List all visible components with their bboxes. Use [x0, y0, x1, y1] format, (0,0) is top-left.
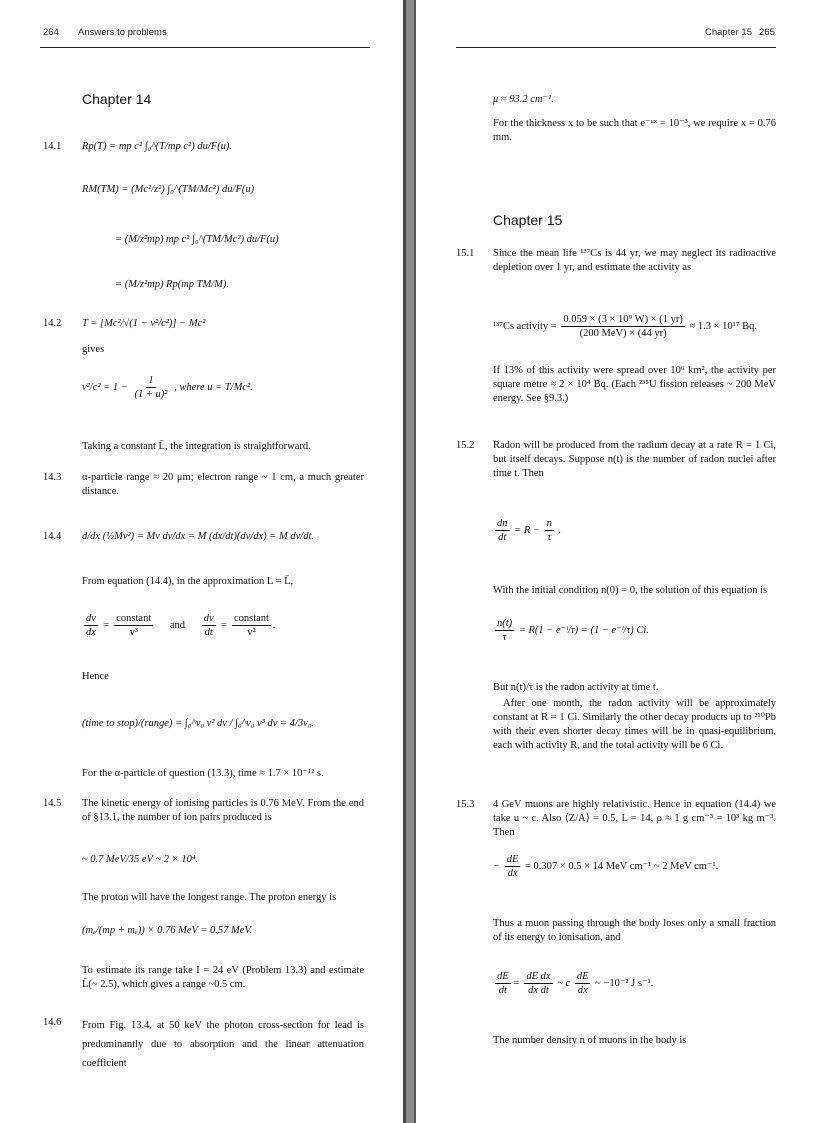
nt-over-tau-result: = R(1 − e⁻ᵗ/τ) = (1 − e⁻ᵗ/τ) Ci. [518, 624, 649, 636]
constant-over-v2-fraction [232, 612, 271, 639]
de-dx-dx-dt-denominator: dx dt [528, 985, 549, 996]
dv-dt-numerator: dv [203, 613, 214, 624]
problem-14-5-eq2: (mₑ/(mp + mₑ)) × 0.76 MeV = 0.57 MeV. [82, 925, 253, 936]
problem-15-3-text1: 4 GeV muons are highly relativistic. Hence in equation (14.4) we take u ~ c. Also ⟨Z/A⟩ = 0.5, L = 14, ρ ≈ 1 g cm⁻³ = 10³ kg m⁻³. Then [493, 799, 776, 838]
problem-14-1-eq1: Rp(T) = mp c² ∫₀^(T/mp c²) du/F(u). [82, 141, 233, 152]
dv-dx-numerator: dv [86, 613, 96, 624]
problem-14-5-text1: The kinetic energy of ionising particles is 0.76 MeV. From the end of §13.1, the number of ion pairs produced is [82, 798, 364, 823]
problem-15-1-text1: Since the mean life ¹³⁷Cs is 44 yr, we may neglect its radioactive depletion over 1 yr, and estimate the activity as [493, 248, 776, 273]
dv-dx-fraction [84, 612, 98, 639]
constant-over-v3-numerator: constant [116, 613, 152, 624]
problem-15-2-text1: Radon will be produced from the radium decay at a rate R = 1 Ci, but itself decays. Suppose n(t) is the number of radon nuclei after time t. Then [493, 440, 776, 479]
de-dt-numerator: dE [497, 971, 509, 982]
de-dx-denominator: dx [507, 868, 518, 879]
problem-15-1-number: 15.1 [456, 248, 475, 259]
problem-14-2-eq2-rhs: , where u = T/Mc². [174, 381, 253, 393]
n-over-tau-denominator: τ [547, 532, 552, 543]
right-page [414, 0, 816, 1123]
chapter-14-title: Chapter 14 [82, 91, 152, 107]
problem-15-2-eq2 [493, 617, 649, 644]
dv-dx-denominator: dx [86, 627, 96, 638]
de-dx-second-fraction [575, 970, 591, 997]
cs137-activity-denominator: (200 MeV) × (44 yr) [579, 328, 667, 339]
problem-15-3-number: 15.3 [456, 799, 475, 810]
right-page-number: 265 [759, 27, 775, 38]
problem-15-1-eq [493, 313, 757, 340]
problem-14-2-text: Taking a constant L̄, the integration is straightforward. [82, 441, 311, 452]
constant-over-v2-denominator: v² [247, 627, 256, 638]
dv-dx-equals: = [102, 619, 110, 631]
problem-14-1-eq3: = (M/z²mp) mp c² ∫₀^(TM/Mc²) du/F(u) [115, 234, 279, 245]
problem-14-6-number: 14.6 [43, 1017, 62, 1028]
n-over-tau-numerator: n [546, 518, 552, 529]
problem-15-2-text4: After one month, the radon activity will be approximately constant at R = 1 Ci. Similarly the other decay products up to ²¹⁰Pb with their even shorter decay times will be in quasi-equilibrium, each with activity R, and the total activity will be 6 Ci. [493, 698, 776, 751]
cs137-activity-result: ≈ 1.3 × 10¹⁷ Bq. [689, 320, 757, 332]
problem-15-3-eq2: $\frac{dE}{dt}$ = $\frac{\text{dE dx}}{\text{dx dt}}$ ~ c $\frac{dE}{dx}$ ~ −10⁻² J s⁻¹. [497, 971, 654, 996]
de-dx-second-denominator: dx [577, 985, 588, 996]
problem-14-3-number: 14.3 [43, 472, 62, 483]
de-dx-minus: − [493, 860, 501, 872]
de-dt-fraction [495, 970, 511, 997]
problem-14-4-number: 14.4 [43, 531, 62, 542]
continued-eq1: μ ≈ 93.2 cm⁻¹. [493, 94, 554, 105]
nt-over-tau-fraction [495, 617, 514, 644]
constant-over-v2-numerator: constant [233, 613, 269, 624]
problem-14-5-text2: The proton will have the longest range. The proton energy is [82, 892, 337, 903]
problem-14-2-eq2-lhs: v²/c² = 1 − [82, 381, 128, 393]
dn-dt-middle: = R − [514, 524, 540, 536]
de-dx-dx-dt-numerator: dE dx [526, 971, 551, 982]
left-running-title: Answers to problems [78, 27, 167, 38]
left-header-rule [40, 47, 370, 48]
problem-14-2-eq2-denominator: (1 + u)² [134, 389, 168, 400]
dn-dt-end: . [558, 524, 562, 536]
left-page-number: 264 [43, 27, 59, 38]
problem-15-3-text3: The number density n of muons in the body is [493, 1035, 687, 1046]
dn-dt-denominator: dt [498, 532, 507, 543]
problem-14-4-text1: From equation (14.4), in the approximation L = L̄, [82, 576, 294, 587]
constant-over-v3-fraction [114, 612, 153, 639]
problem-14-4-text2: For the α-particle of question (13.3), time ≈ 1.7 × 10⁻¹² s. [82, 768, 324, 779]
de-dt-denominator: dt [498, 985, 507, 996]
problem-14-5-eq1: ~ 0.7 MeV/35 eV ~ 2 × 10⁴. [82, 854, 199, 865]
problem-14-1-number: 14.1 [43, 141, 62, 152]
dv-dt-fraction [202, 612, 216, 639]
and-word: and [169, 619, 186, 631]
dn-dt-fraction [495, 517, 510, 544]
dn-dt-numerator: dn [497, 518, 508, 529]
right-running-title: Chapter 15 [705, 27, 753, 38]
problem-14-4-hence: Hence [82, 671, 109, 682]
problem-14-4-eq3: (time to stop)/(range) = ∫₀^v₀ v² dv / ∫₀^v₀ v³ dv = 4/3v₀. [82, 718, 315, 729]
problem-14-5-number: 14.5 [43, 798, 62, 809]
problem-14-1-eq4: = (M/z²mp) Rp(mp TM/M). [115, 279, 230, 290]
approx-c: ~ c [557, 977, 571, 989]
right-header-rule [456, 47, 776, 48]
de-dx-numerator: dE [506, 854, 519, 865]
dv-dt-denominator: dt [204, 627, 213, 638]
problem-14-2-eq2 [82, 374, 253, 401]
problem-15-2-number: 15.2 [456, 440, 475, 451]
problem-15-3-text2: Thus a muon passing through the body loses only a small fraction of its energy to ionisation, and [493, 918, 776, 943]
problem-15-3-eq1 [493, 853, 718, 880]
problem-15-2-text2: With the initial condition n(0) = 0, the solution of this equation is [493, 585, 768, 596]
nt-over-tau-numerator: n(t) [497, 618, 513, 629]
problem-15-1-text2: If 13% of this activity were spread over 10⁶ km², the activity per square metre ≈ 2 × 10⁴ Bq. (Each ²³⁵U fission releases ~ 200 MeV energy. See §9.3.) [493, 365, 776, 404]
problem-14-4-eq2: $\frac{dv}{dx}$ = $\frac{\text{constant}}{\text{v³}}$ and $\frac{dv}{dt}$ = $\frac{\text{constant}}{\text{v²}}$ . [86, 613, 276, 638]
constant-over-v3-denominator: v³ [129, 627, 138, 638]
problem-14-2-gives: gives [82, 344, 105, 355]
problem-14-1-eq2: RM(TM) = (Mc²/z²) ∫₀^(TM/Mc²) du/F(u) [82, 184, 255, 195]
problem-14-3-text: α-particle range ≈ 20 μm; electron range ~ 1 cm, a much greater distance. [82, 472, 364, 497]
cs137-activity-label: ¹³⁷Cs activity = [493, 320, 557, 332]
problem-14-2-eq2-fraction [132, 374, 169, 401]
problem-14-2-eq1: T = [Mc²/√(1 − v²/c²)] − Mc² [82, 318, 206, 329]
problem-14-5-text3: To estimate its range take I = 24 eV (Problem 13.3) and estimate L̄(~ 2.5), which gives a range ~0.5 cm. [82, 965, 364, 990]
problem-14-2-eq2-numerator: 1 [148, 375, 154, 386]
chapter-15-title: Chapter 15 [493, 212, 563, 228]
cs137-activity-numerator: 0.059 × (3 × 10⁹ W) × (1 yr) [563, 314, 683, 325]
de-dx-dx-dt-fraction [524, 970, 552, 997]
problem-14-2-number: 14.2 [43, 318, 62, 329]
problem-15-2-text3: But n(t)/τ is the radon activity at time t. [493, 682, 659, 693]
problem-14-6-text: From Fig. 13.4, at 50 keV the photon cross-section for lead is predominantly due to absorption and the linear attenuation coefficient [82, 1020, 364, 1069]
dv-dt-equals: = [220, 619, 228, 631]
left-page [0, 0, 406, 1123]
nt-over-tau-denominator: τ [502, 632, 507, 643]
continued-text: For the thickness x to be such that e⁻ᵘˣ = 10⁻³, we require x = 0.76 mm. [493, 118, 776, 143]
de-dx-second-numerator: dE [576, 971, 589, 982]
problem-15-2-eq1 [493, 517, 561, 544]
de-dx-result: = 0.307 × 0.5 × 14 MeV cm⁻¹ ~ 2 MeV cm⁻¹. [525, 860, 719, 872]
problem-14-4-eq1: d/dx (½Mv²) = Mv dv/dx = M (dx/dt)(dv/dx) = M dv/dt. [82, 531, 314, 542]
de-dt-result: ~ −10⁻² J s⁻¹. [595, 977, 654, 989]
n-over-tau-fraction [545, 517, 554, 544]
cs137-activity-fraction [561, 313, 685, 340]
de-dx-fraction [505, 853, 521, 880]
